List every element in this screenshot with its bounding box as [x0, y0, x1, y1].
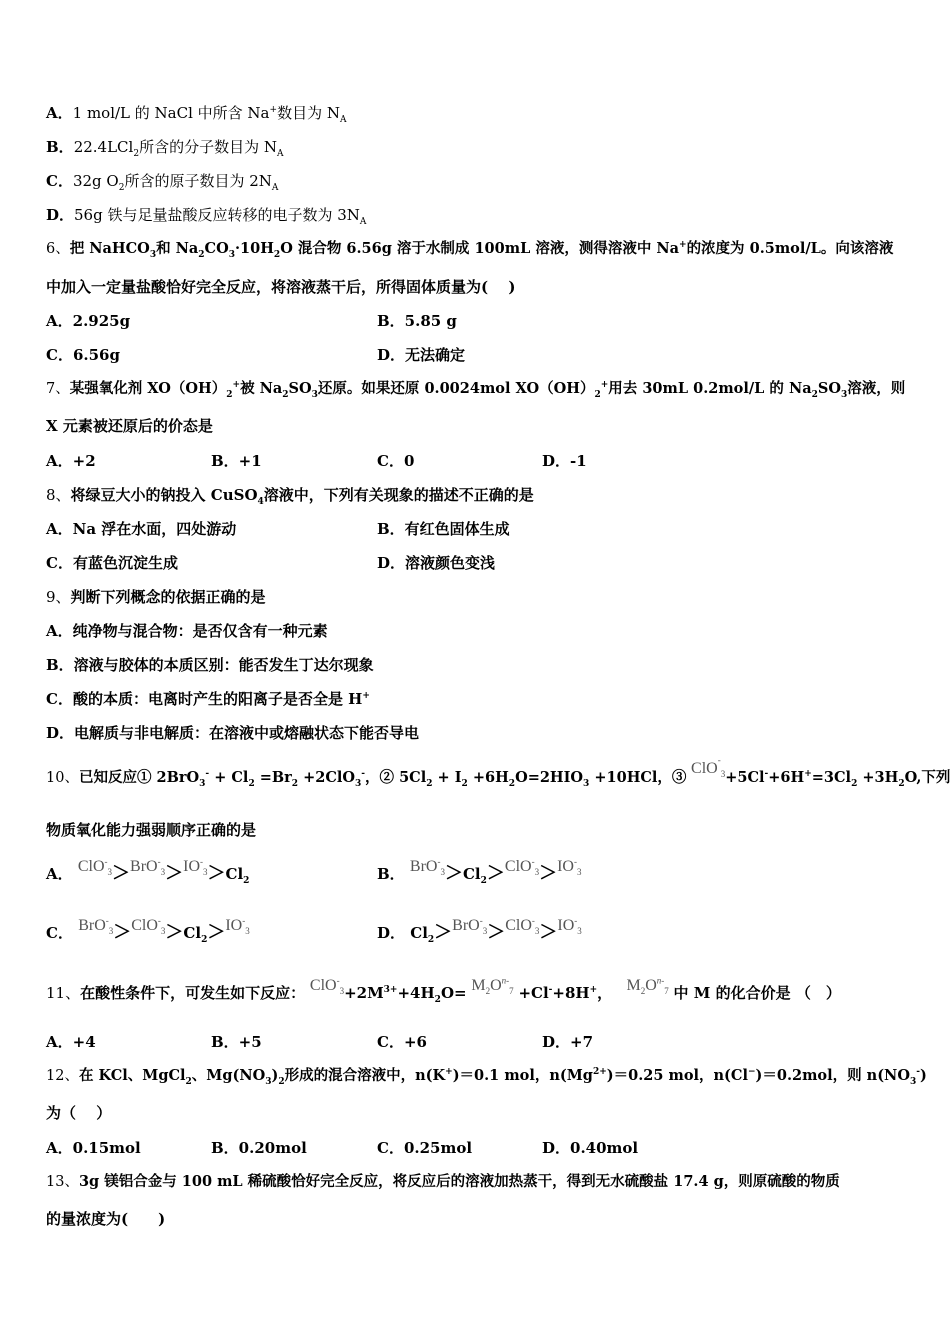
q7-option-a: A．+2 — [46, 452, 96, 470]
q10-option-b: B． $BrO^-_3>Cl_2>ClO^-_3>IO^-_3$ — [377, 856, 582, 886]
q6-option-c: C．6.56g — [46, 346, 120, 364]
q13-stem-line2: 的量浓度为( ) — [46, 1210, 166, 1228]
q5-option-a: A．1 mol/L 的 NaCl 中所含 Na+数目为 $N_A$ — [46, 104, 347, 125]
q12-option-a: A．0.15mol — [46, 1139, 141, 1157]
q11-option-a: A．+4 — [46, 1033, 96, 1051]
q10-option-a: A． $ClO^-_3>BrO^-_3>IO^-_3>Cl_2$ — [46, 856, 250, 886]
q6-option-b: B．5.85 g — [377, 312, 457, 330]
q8-option-a: A．Na 浮在水面，四处游动 — [46, 520, 237, 538]
q6-option-d: D．无法确定 — [377, 346, 466, 364]
q11-option-c: C．+6 — [377, 1033, 427, 1051]
q10-stem-line2: 物质氧化能力强弱顺序正确的是 — [46, 821, 257, 839]
q7-option-d: D．-1 — [542, 452, 587, 470]
q9-option-b: B．溶液与胶体的本质区别：能否发生丁达尔现象 — [46, 656, 374, 674]
q8-option-d: D．溶液颜色变浅 — [377, 554, 496, 572]
q12-stem-line1: 12、在 KCl、MgCl$_2$、$Mg(NO_3)_2$形成的混合溶液中，n(K+)＝0.1 mol，$n(Mg^{2+})=0.25$ mol，n(Cl−)＝0.2mol，则 $n(NO_3^-)$ — [46, 1067, 927, 1087]
q10-option-d: D． $Cl_2>BrO^-_3>ClO^-_3>IO^-_3$ — [377, 915, 582, 945]
q7-stem-line2: X 元素被还原后的价态是 — [46, 417, 213, 435]
q10-option-c: C． $BrO^-_3>ClO^-_3>Cl_2>IO^-_3$ — [46, 915, 250, 945]
q12-option-c: C．0.25mol — [377, 1139, 473, 1157]
q8-option-b: B．有红色固体生成 — [377, 520, 510, 538]
q7-option-c: C．0 — [377, 452, 415, 470]
q5-option-b: B．22.4LCl$_2$所含的分子数目为 $N_A$ — [46, 138, 284, 159]
q10-stem-line1: 10、已知反应① $2BrO_3^- + Cl_2 =Br_2 +2ClO_3^-$，② $5Cl_2 + I_2 +6H_2O=2HIO_3 +10HCl$，③ $ClO^-_3+5Cl^-+6H^+=3Cl_2 +3H_2O$,下列 — [46, 754, 950, 789]
q11-option-d: D．+7 — [542, 1033, 594, 1051]
q9-stem: 9、判断下列概念的依据正确的是 — [46, 588, 266, 606]
q5-option-c: C．32g $O_2$所含的原子数目为 $2N_A$ — [46, 172, 279, 193]
q9-option-a: A．纯净物与混合物：是否仅含有一种元素 — [46, 622, 328, 640]
q9-option-d: D．电解质与非电解质：在溶液中或熔融状态下能否导电 — [46, 724, 420, 742]
q5-option-d: D．56g 铁与足量盐酸反应转移的电子数为 $3N_A$ — [46, 206, 367, 227]
q12-stem-line2: 为（ ） — [46, 1104, 112, 1122]
q13-stem-line1: 13、3g 镁铝合金与 100 mL 稀硫酸恰好完全反应，将反应后的溶液加热蒸干，得到无水硫酸盐 17.4 g，则原硫酸的物质 — [46, 1173, 840, 1190]
q12-option-b: B．0.20mol — [211, 1139, 307, 1157]
q7-option-b: B．+1 — [211, 452, 262, 470]
q11-option-b: B．+5 — [211, 1033, 262, 1051]
q8-option-c: C．有蓝色沉淀生成 — [46, 554, 178, 572]
q9-option-c: C．酸的本质：电离时产生的阳离子是否全是 H+ — [46, 690, 370, 708]
q12-option-d: D．0.40mol — [542, 1139, 639, 1157]
q6-option-a: A．2.925g — [46, 312, 131, 330]
q11-stem: 11、在酸性条件下，可发生如下反应： $ClO^-_3+2M^{3+}+4H_2O= M_2O^{n-}_7 +Cl^-+8H^+$， $M_2O^{n-}_7$ 中 M 的化合价是 （ ） — [46, 975, 841, 1005]
q8-stem: 8、将绿豆大小的钠投入 CuSO$_4$溶液中，下列有关现象的描述不正确的是 — [46, 486, 534, 507]
q6-stem-line1: 6、把 NaHCO$_3$和 $Na_2CO_3\cdot 10H_2O$ 混合物 6.56g 溶于水制成 100mL 溶液，测得溶液中 Na+的浓度为 0.5mol/L。向该溶液 — [46, 240, 894, 260]
q7-stem-line1: 7、某强氧化剂 $XO(OH)_2^+$被 $Na_2SO_3$还原。如果还原 0.0024mol $XO(OH)_2^+$用去 30mL 0.2mol/L 的 $Na_2SO_3$溶液，则 — [46, 380, 906, 400]
q6-stem-line2: 中加入一定量盐酸恰好完全反应，将溶液蒸干后，所得固体质量为( ) — [46, 278, 516, 296]
